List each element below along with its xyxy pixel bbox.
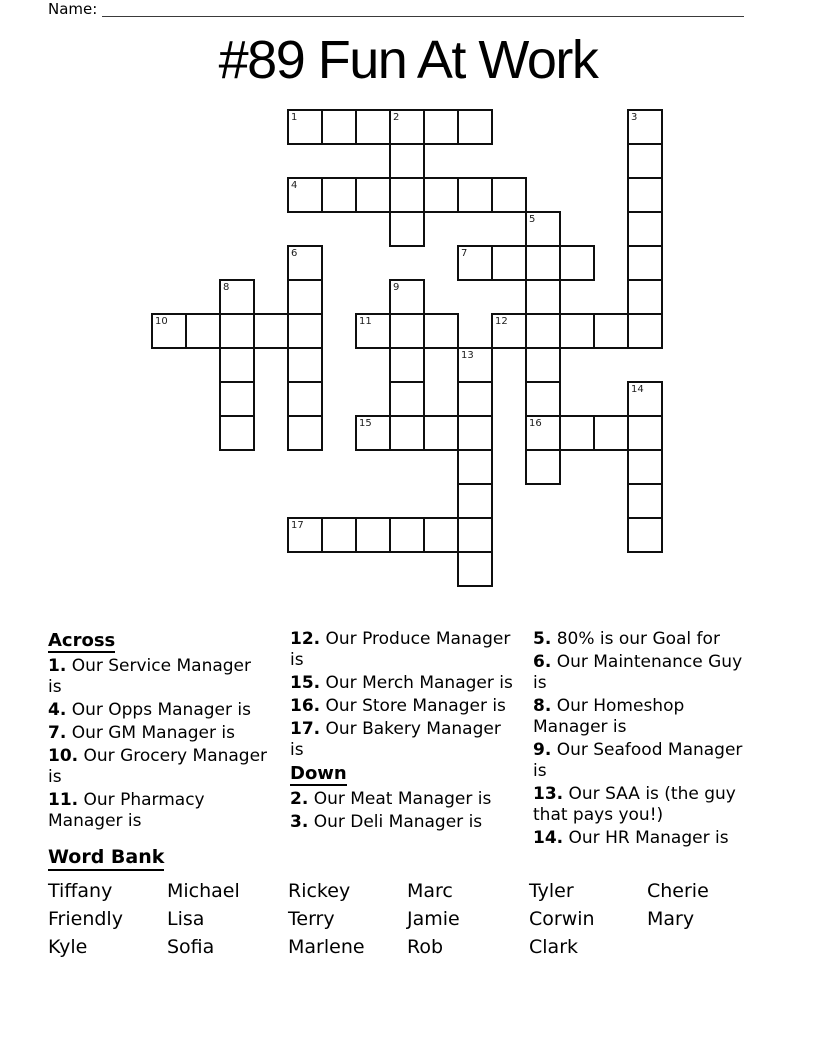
word-bank-item: Terry — [288, 908, 335, 930]
grid-cell — [287, 381, 323, 417]
clue-item-17: 17. Our Bakery Manager is — [290, 719, 501, 760]
clue-item-number: 8. — [533, 696, 552, 716]
grid-cell — [457, 551, 493, 587]
grid-cell — [593, 313, 629, 349]
word-bank-item: Michael — [167, 880, 240, 902]
clues-column-3 — [533, 629, 751, 851]
clue-item-number: 4. — [48, 700, 67, 720]
grid-cell — [321, 177, 357, 213]
clue-item-number: 11. — [48, 790, 79, 810]
clue-number: 16 — [529, 418, 542, 429]
grid-cell — [457, 177, 493, 213]
clue-number: 17 — [291, 520, 304, 531]
word-bank-item: Mary — [647, 908, 695, 930]
grid-cell — [525, 313, 561, 349]
grid-cell — [287, 313, 323, 349]
grid-cell — [219, 381, 255, 417]
clue-item-number: 5. — [533, 629, 552, 649]
word-bank-item: Kyle — [48, 936, 88, 958]
grid-cell — [627, 143, 663, 179]
clue-item-12: 12. Our Produce Manager is — [290, 629, 511, 670]
clue-item-3: 3. Our Deli Manager is — [290, 812, 483, 832]
grid-cell — [185, 313, 221, 349]
grid-cell — [491, 177, 527, 213]
word-bank-item: Cherie — [647, 880, 709, 902]
name-field-row — [48, 1, 744, 17]
grid-cell — [457, 381, 493, 417]
clue-item-16: 16. Our Store Manager is — [290, 696, 506, 716]
worksheet-title: #89 Fun At Work — [218, 30, 598, 90]
grid-cell — [457, 245, 493, 281]
grid-cell — [457, 109, 493, 145]
grid-cell — [219, 313, 255, 349]
grid-cell — [627, 279, 663, 315]
clues-column-1 — [48, 629, 268, 834]
grid-cell — [389, 381, 425, 417]
grid-cell — [389, 279, 425, 315]
clue-item-number: 13. — [533, 784, 564, 804]
grid-cell — [389, 143, 425, 179]
grid-cell — [423, 517, 459, 553]
clue-item-number: 9. — [533, 740, 552, 760]
grid-cell — [525, 347, 561, 383]
grid-cell — [627, 245, 663, 281]
clue-item-8: 8. Our Homeshop Manager is — [533, 696, 685, 737]
grid-cell — [355, 517, 391, 553]
grid-cell — [457, 517, 493, 553]
clue-item-7: 7. Our GM Manager is — [48, 723, 235, 743]
clue-item-6: 6. Our Maintenance Guy is — [533, 652, 743, 693]
grid-cell — [491, 245, 527, 281]
grid-cell — [287, 177, 323, 213]
grid-cell — [525, 449, 561, 485]
clue-item-number: 15. — [290, 673, 321, 693]
clue-item-number: 12. — [290, 629, 321, 649]
clue-number: 2 — [393, 112, 400, 123]
grid-cell — [559, 313, 595, 349]
grid-cell — [593, 415, 629, 451]
word-bank-item: Tyler — [529, 880, 574, 902]
word-bank-item: Marlene — [288, 936, 365, 958]
clue-item-5: 5. 80% is our Goal for — [533, 629, 720, 649]
grid-cell — [389, 177, 425, 213]
grid-cell — [627, 313, 663, 349]
clue-number: 1 — [291, 112, 298, 123]
grid-cell — [627, 449, 663, 485]
grid-cell — [287, 245, 323, 281]
clue-number: 14 — [631, 384, 644, 395]
word-bank-item: Lisa — [167, 908, 205, 930]
grid-cell — [389, 313, 425, 349]
word-bank-item: Tiffany — [48, 880, 113, 902]
word-bank-row — [48, 877, 778, 905]
grid-cell — [491, 313, 527, 349]
grid-cell — [321, 517, 357, 553]
grid-cell — [559, 415, 595, 451]
clue-item-15: 15. Our Merch Manager is — [290, 673, 513, 693]
clue-item-number: 14. — [533, 828, 564, 848]
grid-cell — [219, 347, 255, 383]
across-header: Across — [48, 630, 116, 651]
grid-cell — [219, 415, 255, 451]
name-label: Name: — [48, 0, 98, 18]
grid-cell — [151, 313, 187, 349]
grid-cell — [423, 415, 459, 451]
grid-cell — [389, 109, 425, 145]
grid-cell — [389, 211, 425, 247]
clue-number: 5 — [529, 214, 536, 225]
grid-cell — [355, 415, 391, 451]
clue-number: 3 — [631, 112, 638, 123]
clue-number: 8 — [223, 282, 230, 293]
grid-cell — [525, 211, 561, 247]
clue-item-2: 2. Our Meat Manager is — [290, 789, 492, 809]
grid-cell — [457, 347, 493, 383]
grid-cell — [525, 381, 561, 417]
grid-cell — [287, 279, 323, 315]
grid-cell — [627, 177, 663, 213]
grid-cell — [287, 517, 323, 553]
clue-item-1: 1. Our Service Manager is — [48, 656, 251, 697]
grid-cell — [355, 313, 391, 349]
clue-number: 11 — [359, 316, 372, 327]
grid-cell — [219, 279, 255, 315]
grid-cell — [627, 517, 663, 553]
word-bank-item: Sofia — [167, 936, 215, 958]
grid-cell — [389, 415, 425, 451]
grid-cell — [627, 483, 663, 519]
grid-cell — [525, 245, 561, 281]
clue-number: 15 — [359, 418, 372, 429]
clue-number: 7 — [461, 248, 468, 259]
grid-cell — [423, 177, 459, 213]
word-bank-item: Corwin — [529, 908, 595, 930]
grid-cell — [389, 347, 425, 383]
clue-item-number: 16. — [290, 696, 321, 716]
word-bank-item: Clark — [529, 936, 579, 958]
clue-number: 4 — [291, 180, 298, 191]
down-header: Down — [290, 763, 347, 784]
grid-cell — [253, 313, 289, 349]
grid-cell — [355, 109, 391, 145]
word-bank-item: Friendly — [48, 908, 123, 930]
clue-item-number: 10. — [48, 746, 79, 766]
grid-cell — [627, 415, 663, 451]
clues-column-2 — [290, 629, 516, 835]
clue-item-9: 9. Our Seafood Manager is — [533, 740, 743, 781]
word-bank-item: Jamie — [407, 908, 460, 930]
grid-cell — [525, 415, 561, 451]
clue-number: 13 — [461, 350, 474, 361]
grid-cell — [627, 381, 663, 417]
word-bank-row — [48, 933, 778, 961]
crossword-grid — [151, 109, 663, 587]
clue-item-13: 13. Our SAA is (the guy that pays you!) — [533, 784, 736, 825]
clue-item-11: 11. Our Pharmacy Manager is — [48, 790, 205, 831]
clue-item-number: 17. — [290, 719, 321, 739]
grid-cell — [627, 109, 663, 145]
clue-item-number: 3. — [290, 812, 309, 832]
grid-cell — [389, 517, 425, 553]
grid-cell — [525, 279, 561, 315]
clue-item-number: 2. — [290, 789, 309, 809]
word-bank-row — [48, 905, 778, 933]
clue-item-number: 7. — [48, 723, 67, 743]
grid-cell — [559, 245, 595, 281]
clue-item-number: 1. — [48, 656, 67, 676]
grid-cell — [457, 449, 493, 485]
clue-number: 10 — [155, 316, 168, 327]
grid-cell — [627, 211, 663, 247]
word-bank-rows — [48, 877, 778, 961]
grid-cell — [287, 109, 323, 145]
word-bank-item: Rickey — [288, 880, 351, 902]
clue-item-10: 10. Our Grocery Manager is — [48, 746, 268, 787]
clue-item-number: 6. — [533, 652, 552, 672]
grid-cell — [457, 483, 493, 519]
clue-item-14: 14. Our HR Manager is — [533, 828, 729, 848]
clue-number: 6 — [291, 248, 298, 259]
word-bank-section — [48, 845, 778, 961]
word-bank-header: Word Bank — [48, 845, 778, 869]
word-bank-item: Marc — [407, 880, 453, 902]
grid-cell — [423, 313, 459, 349]
grid-cell — [457, 415, 493, 451]
grid-cell — [355, 177, 391, 213]
word-bank-item: Rob — [407, 936, 444, 958]
clue-number: 9 — [393, 282, 400, 293]
name-fill-line — [102, 1, 744, 17]
grid-cell — [287, 347, 323, 383]
grid-cell — [423, 109, 459, 145]
clue-item-4: 4. Our Opps Manager is — [48, 700, 251, 720]
grid-cell — [287, 415, 323, 451]
grid-cell — [321, 109, 357, 145]
clue-number: 12 — [495, 316, 508, 327]
